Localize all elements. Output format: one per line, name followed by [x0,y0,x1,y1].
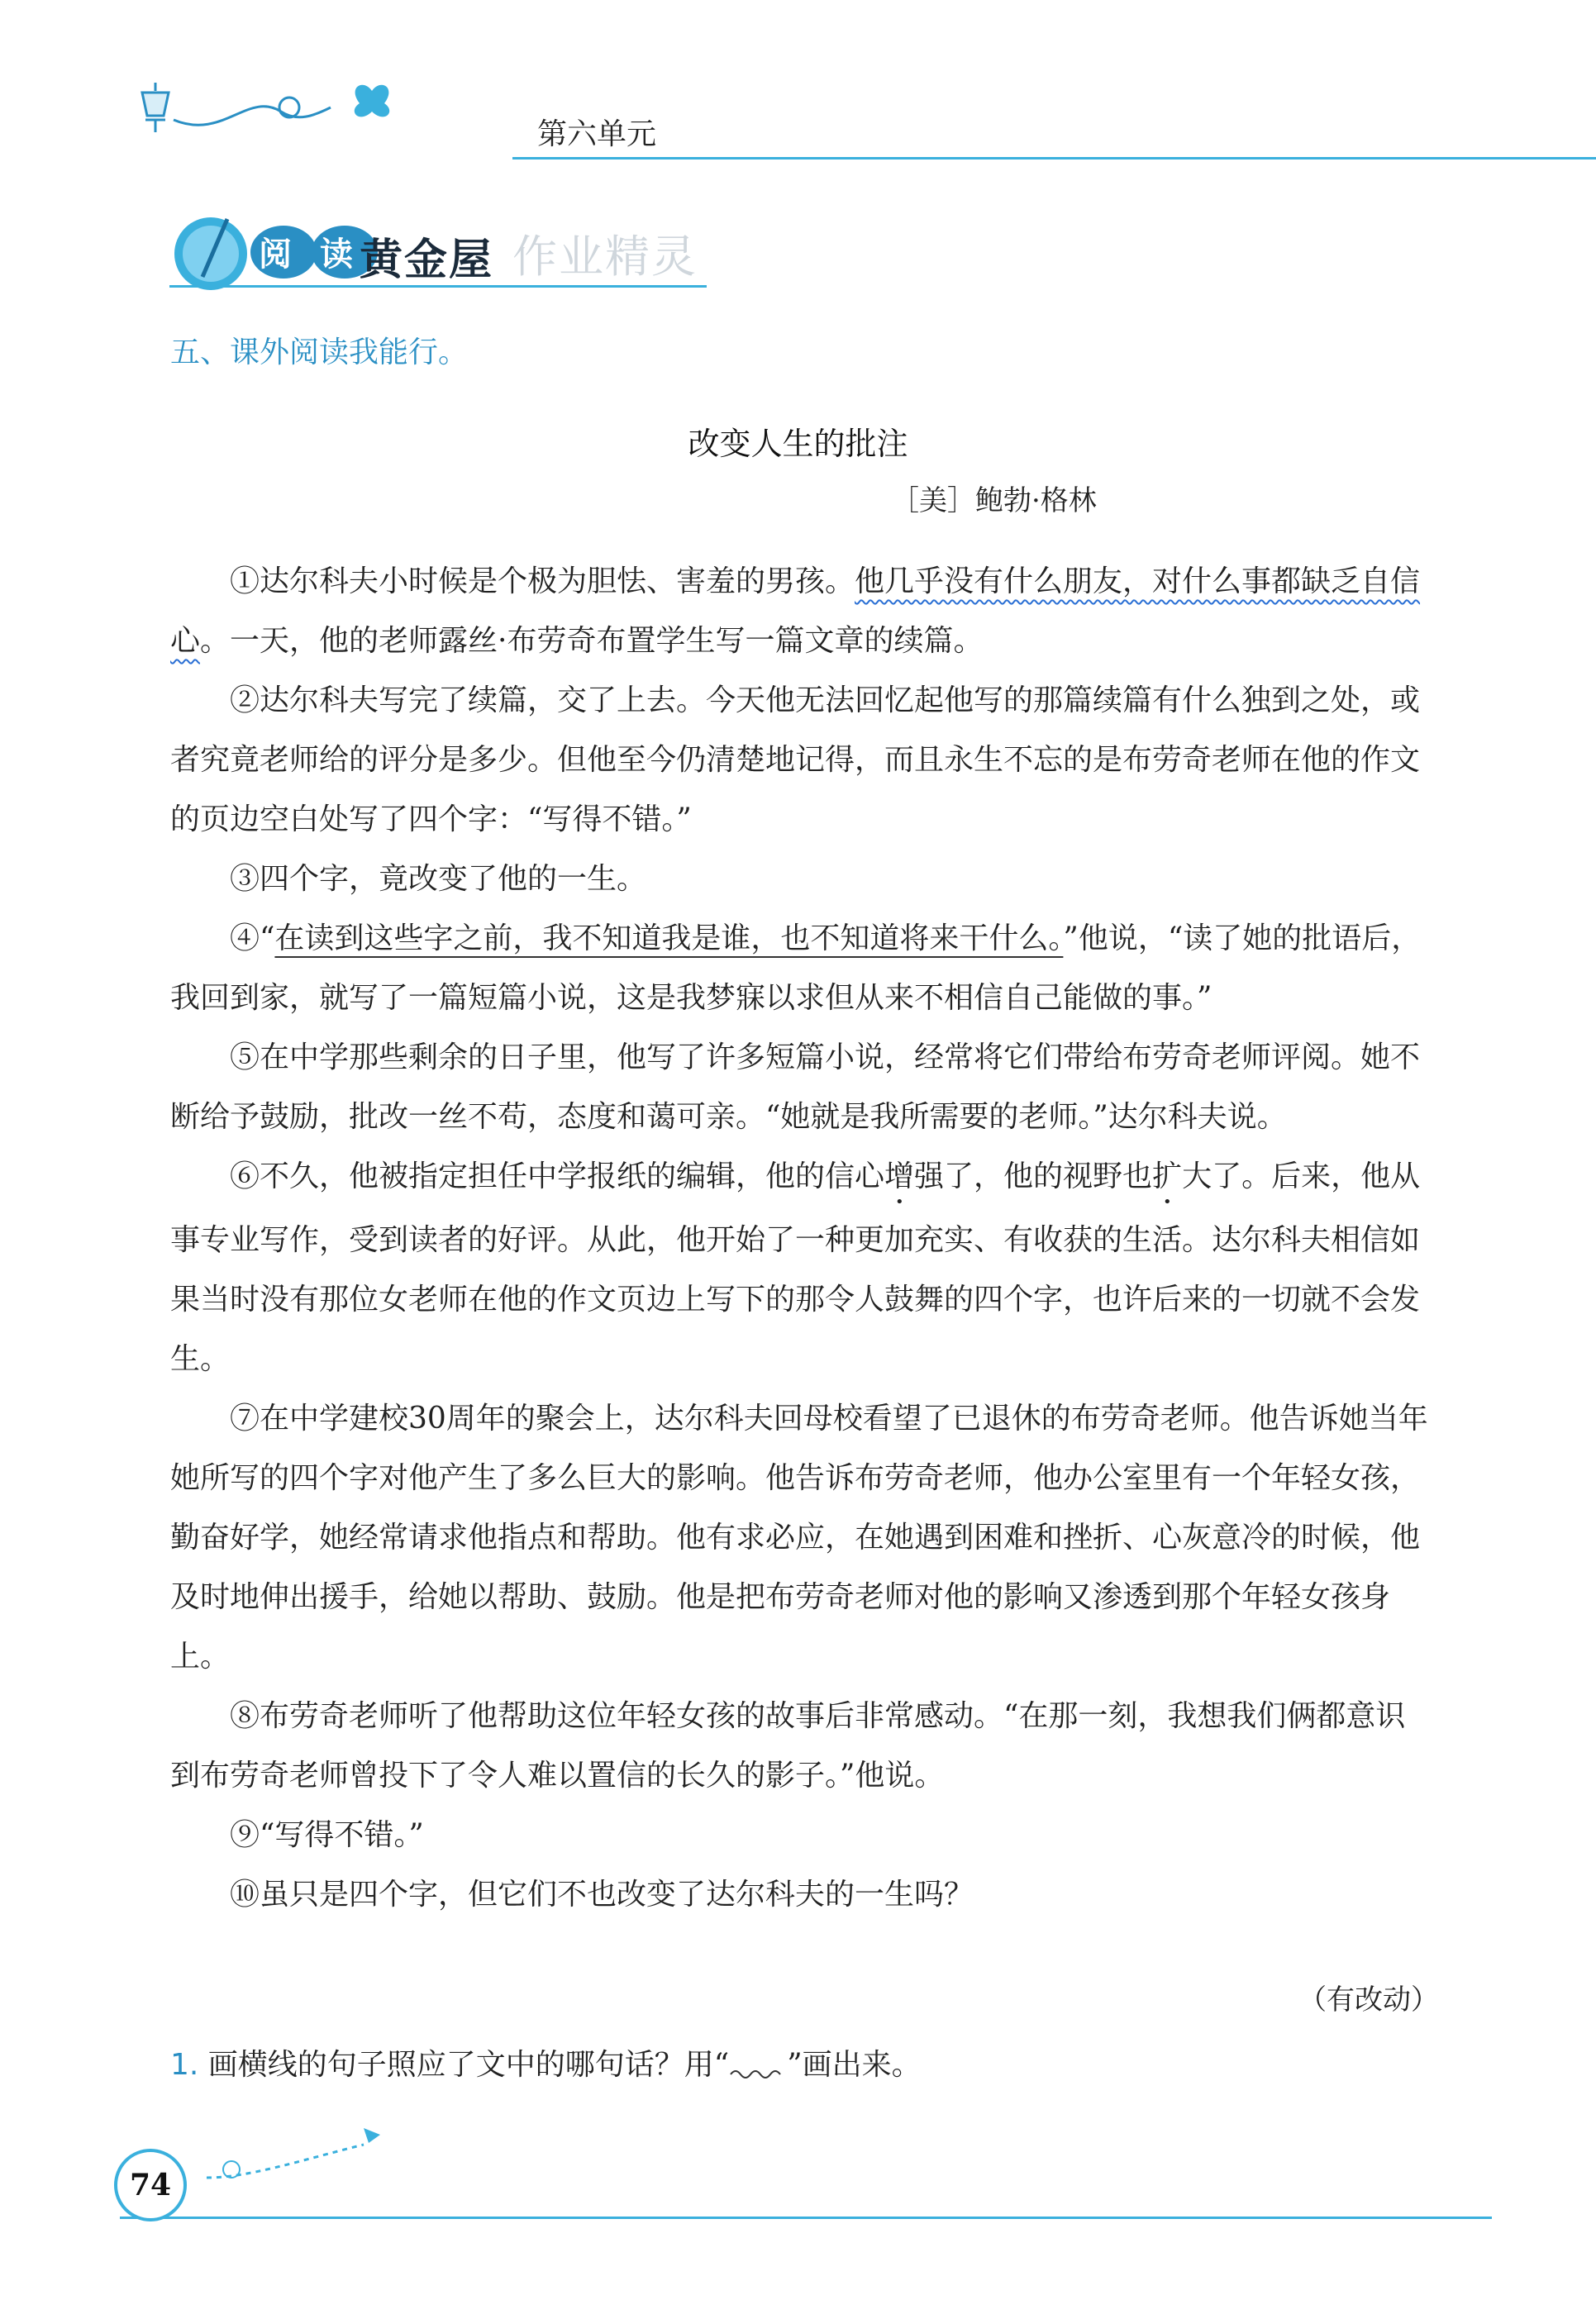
emphasis-char: 增 [884,1160,915,1193]
unit-title: 第六单元 [537,117,657,151]
banner-char-1: 阅 [259,236,292,274]
paragraph-1: ①达尔科夫小时候是个极为胆怯、害羞的男孩。他几乎没有什么朋友，对什么事都缺乏自信心。一天，他的老师露丝·布劳奇布置学生写一篇文章的续篇。 [170,564,1421,658]
page-number: 74 [114,2149,187,2221]
article-title: 改变人生的批注 [688,426,908,462]
banner-char-2: 读 [320,236,353,274]
underlined-sentence: 在读到这些字之前，我不知道我是谁，也不知道将来干什么。 [274,921,1064,955]
paragraph-3: ③四个字，竟改变了他的一生。 [230,862,647,896]
footer-divider [120,2217,1492,2219]
watermark: 作业精灵 [512,231,698,283]
paragraph-8: ⑧布劳奇老师听了他帮助这位年轻女孩的故事后非常感动。“在那一刻，我想我们俩都意识到布劳奇老师曾投下了令人难以置信的长久的影子。”他说。 [170,1699,1406,1793]
question-1: 1. 画横线的句子照应了文中的哪句话？用“ ”画出来。 [170,2048,922,2082]
paragraph-9: ⑨“写得不错。” [230,1818,424,1852]
section-heading: 五、课外阅读我能行。 [170,336,469,369]
emphasis-char: 扩 [1152,1160,1183,1193]
lamp-decoration-icon [124,74,521,140]
paragraph-2: ②达尔科夫写完了续篇，交了上去。今天他无法回忆起他写的那篇续篇有什么独到之处，或者究竟老师给的评分是多少。但他至今仍清楚地记得，而且永生不忘的是布劳奇老师在他的作文的页边空白处写了四个字：“写得不错。” [170,683,1421,836]
header-divider [512,157,1596,160]
paragraph-5: ⑤在中学那些剩余的日子里，他写了许多短篇小说，经常将它们带给布劳奇老师评阅。她不断给予鼓励，批改一丝不苟，态度和蔼可亲。“她就是我所需要的老师。”达尔科夫说。 [170,1040,1421,1134]
page-header [124,99,1575,165]
banner-title: 黄金屋 [360,235,494,285]
question-number: 1. [170,2048,199,2082]
article-author: ［美］鲍勃·格林 [891,484,1097,517]
banner-divider [169,285,707,288]
revision-note: （有改动） [1298,1983,1439,2017]
paragraph-7: ⑦在中学建校30周年的聚会上，达尔科夫回母校看望了已退休的布劳奇老师。他告诉她当年她所写的四个字对他产生了多么巨大的影响。他告诉布劳奇老师，他办公室里有一个年轻女孩，勤奋好学，她经常请求他指点和帮助。他有求必应，在她遇到困难和挫折、心灰意冷的时候，他及时地伸出援手，给她以帮助、鼓励。他是把布劳奇老师对他的影响又渗透到那个年轻女孩身上。 [170,1402,1428,1674]
wavy-line-icon [729,2055,787,2079]
paragraph-6: ⑥不久，他被指定担任中学报纸的编辑，他的信心增强了，他的视野也扩大了。后来，他从事专业写作，受到读者的好评。从此，他开始了一种更加充实、有收获的生活。达尔科夫相信如果当时没有那位女老师在他的作文页边上写下的那令人鼓舞的四个字，也许后来的一切就不会发生。 [170,1160,1421,1376]
footer-bird-decoration-icon [198,2112,413,2186]
paragraph-10: ⑩虽只是四个字，但它们不也改变了达尔科夫的一生吗？ [230,1878,974,1912]
paragraph-4: ④“在读到这些字之前，我不知道我是谁，也不知道将来干什么。”他说，“读了她的批语后，我回到家，就写了一篇短篇小说，这是我梦寐以求但从来不相信自己能做的事。” [170,921,1422,1015]
article-body [170,552,1435,1925]
wavy-underlined-sentence: 他几乎没有什么朋友，对什么事都缺乏自信心 [170,564,1421,658]
